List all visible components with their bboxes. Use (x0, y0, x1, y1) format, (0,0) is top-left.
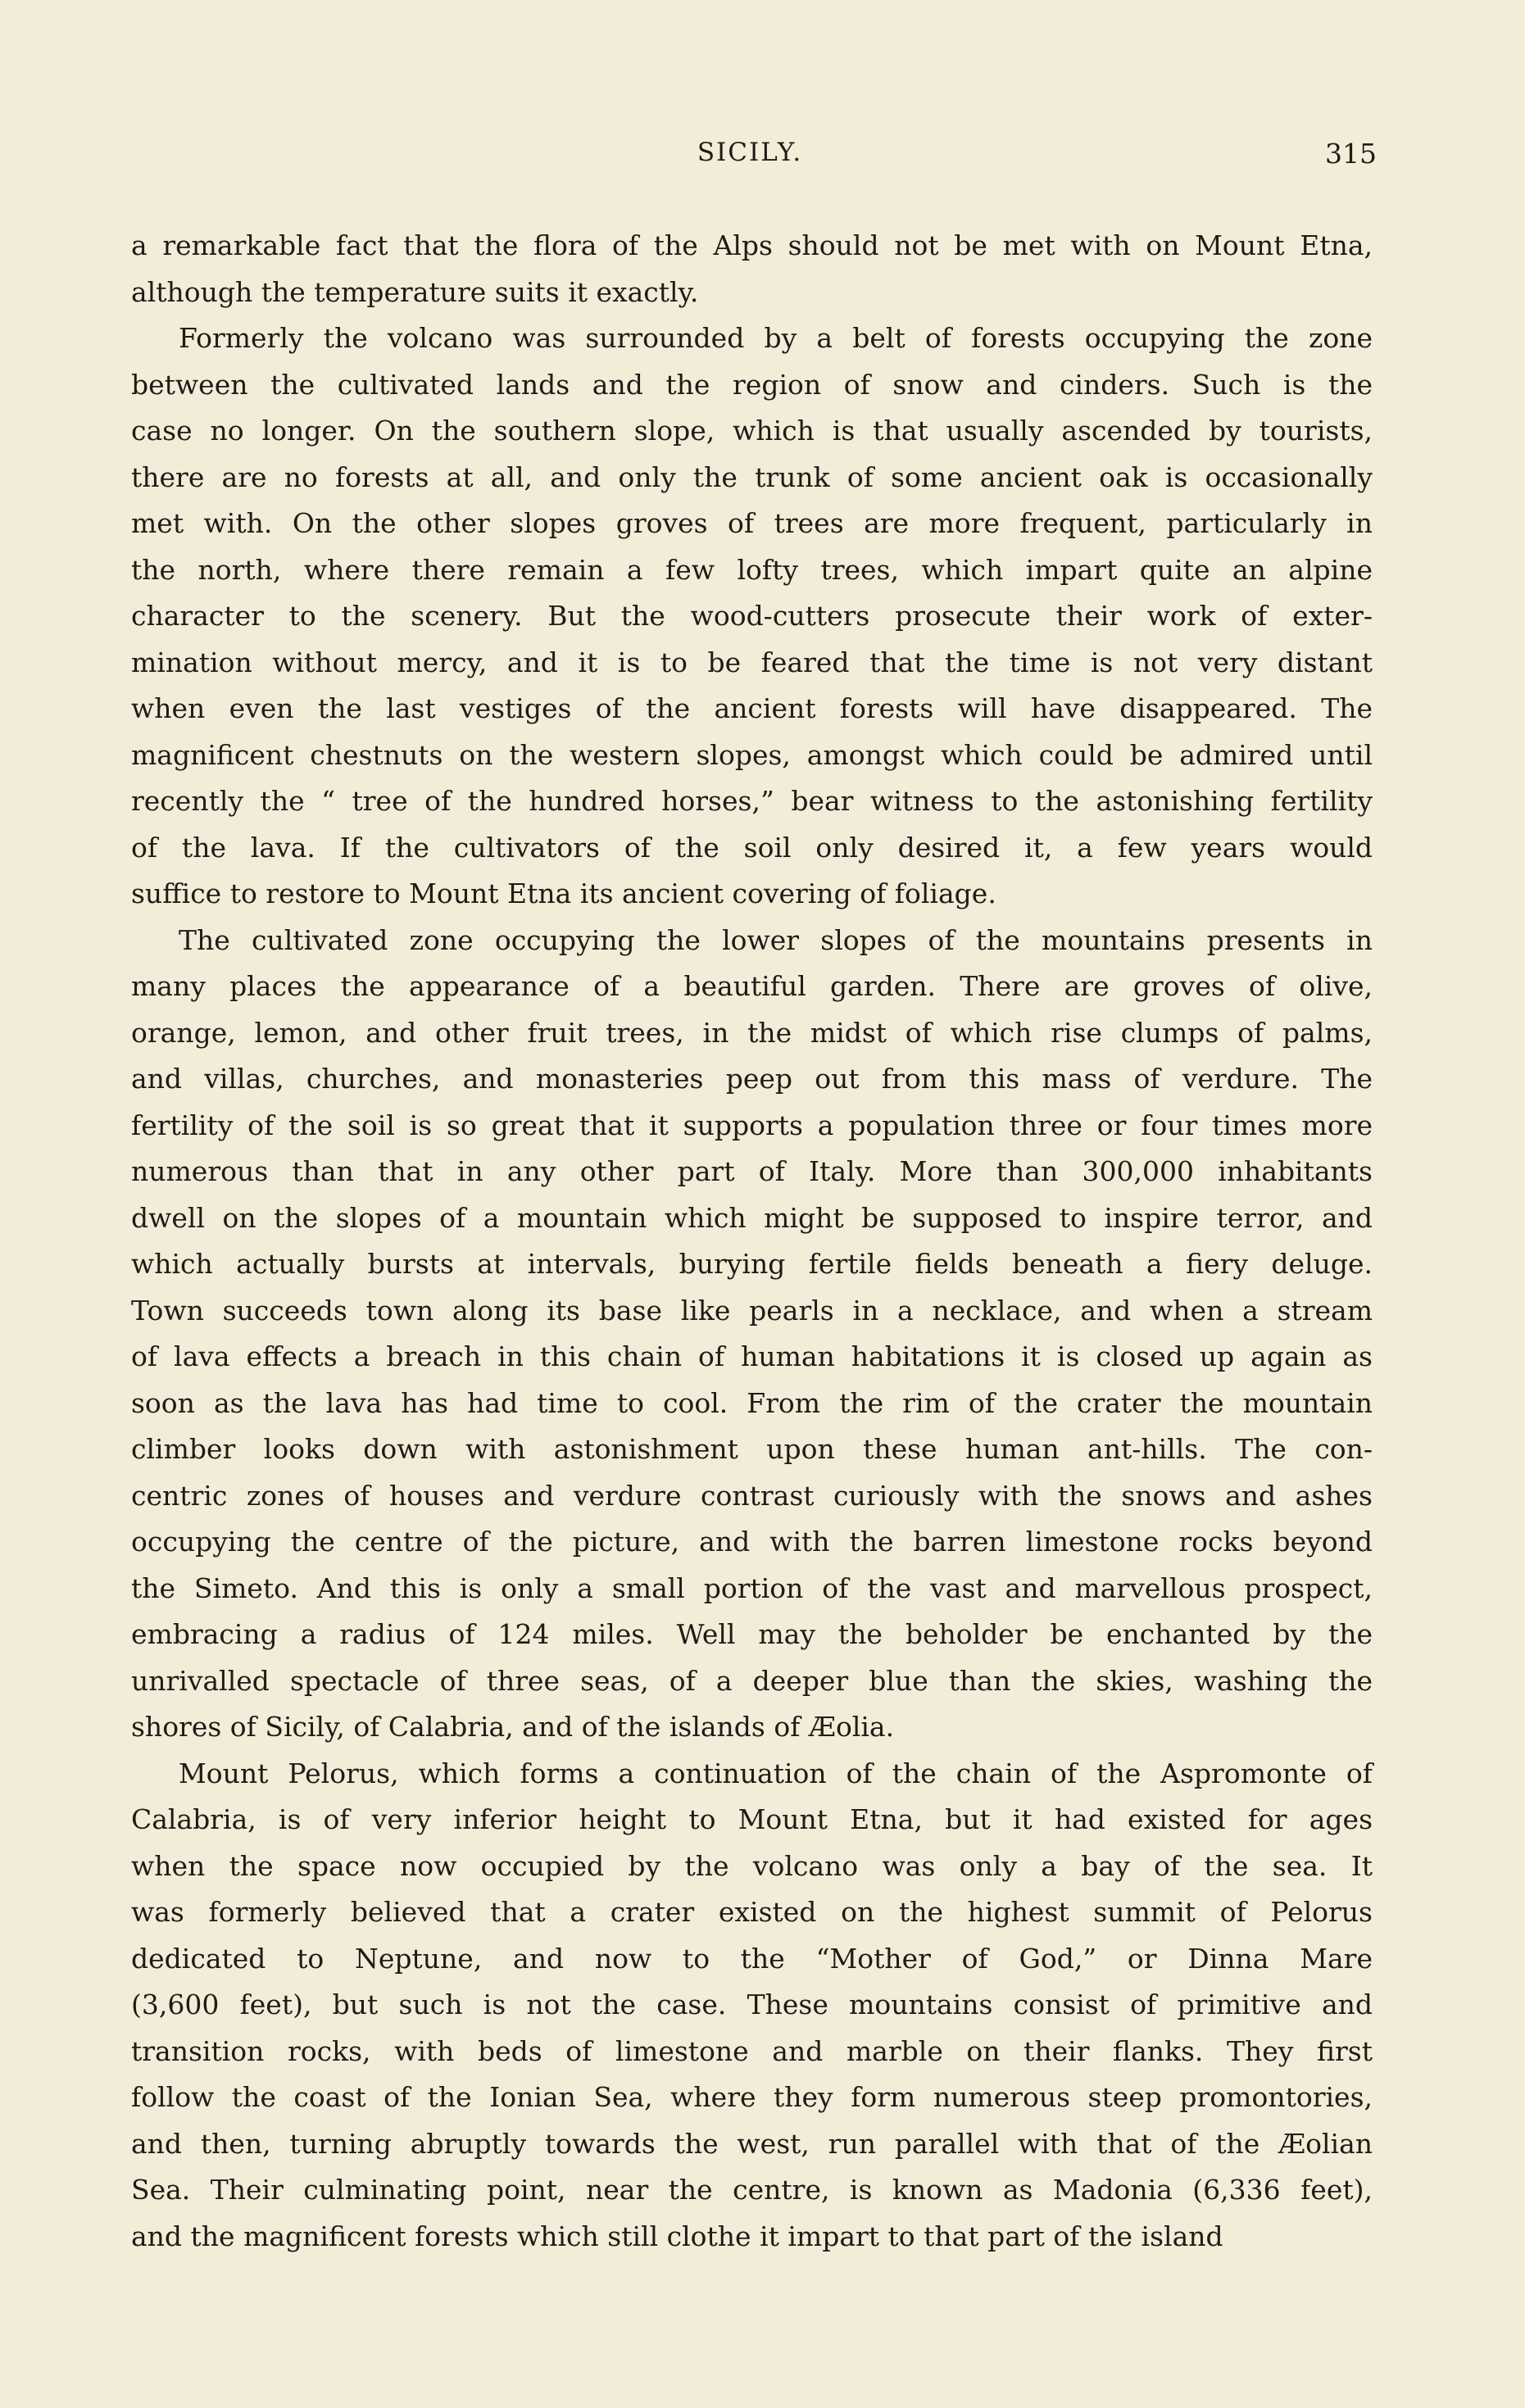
text-line: of the lava. If the cultivators of the soil only desired it, a few years would (131, 831, 1373, 864)
text-line: transition rocks, with beds of limestone and marble on their flanks. They first (131, 2034, 1373, 2067)
text-line: of lava effects a breach in this chain of human habitations it is closed up again as (131, 1340, 1373, 1372)
text-line: and the magnificent forests which still clothe it impart to that part of the island (131, 2220, 1223, 2252)
text-line: (3,600 feet), but such is not the case. These mountains consist of primitive and (131, 1989, 1373, 2020)
text-line: which actually bursts at intervals, burying fertile fields beneath a fiery deluge. (131, 1248, 1373, 1280)
text-line: soon as the lava has had time to cool. From the rim of the crater the mountain (131, 1386, 1373, 1419)
paragraph (131, 315, 1373, 918)
text-line: Sea. Their culminating point, near the centre, is known as Madonia (6,336 feet), (131, 2174, 1373, 2206)
text-line: the north, where there remain a few lofty trees, which impart quite an alpine (131, 553, 1373, 586)
text-line: suffice to restore to Mount Etna its ancient covering of foliage. (131, 877, 996, 909)
text-line: Town succeeds town along its base like pearls in a necklace, and when a stream (131, 1294, 1373, 1326)
text-line: shores of Sicily, of Calabria, and of the islands of Æolia. (131, 1711, 895, 1743)
text-line: Calabria, is of very inferior height to Mount Etna, but it had existed for ages (131, 1803, 1373, 1835)
paragraph (131, 1751, 1373, 2261)
text-line: recently the “ tree of the hundred horses,” bear witness to the astonishing fertility (131, 785, 1373, 817)
text-line: met with. On the other slopes groves of trees are more frequent, particularly in (131, 507, 1373, 539)
paragraph (131, 223, 1373, 315)
text-line: follow the coast of the Ionian Sea, where they form numerous steep promontories, (131, 2081, 1373, 2113)
text-line: numerous than that in any other part of Italy. More than 300,000 inhabitants (131, 1155, 1373, 1187)
text-line: dwell on the slopes of a mountain which might be supposed to inspire terror, and (131, 1201, 1373, 1234)
text-line: Formerly the volcano was surrounded by a belt of forests occupying the zone (179, 322, 1373, 354)
text-line: when the space now occupied by the volcano was only a bay of the sea. It (131, 1849, 1373, 1882)
text-line: character to the scenery. But the wood-cutters prosecute their work of exter- (131, 600, 1373, 632)
text-line: when even the last vestiges of the ancient forests will have disappeared. The (131, 692, 1373, 724)
text-line: fertility of the soil is so great that it supports a population three or four times more (131, 1109, 1373, 1141)
page-header (123, 138, 1377, 179)
page-number: 315 (1325, 138, 1377, 170)
text-line: although the temperature suits it exactly. (131, 275, 699, 308)
text-line: many places the appearance of a beautiful garden. There are groves of olive, (131, 970, 1373, 1002)
text-line: embracing a radius of 124 miles. Well may the beholder be enchanted by the (131, 1618, 1373, 1650)
text-line: between the cultivated lands and the region of snow and cinders. Such is the (131, 368, 1373, 401)
text-line: and villas, churches, and monasteries peep out from this mass of verdure. The (131, 1063, 1373, 1095)
text-line: mination without mercy, and it is to be feared that the time is not very distant (131, 646, 1373, 678)
text-line: dedicated to Neptune, and now to the “Mother of God,” or Dinna Mare (131, 1942, 1373, 1975)
text-line: and then, turning abruptly towards the west, run parallel with that of the Æolian (131, 2127, 1373, 2160)
text-line: The cultivated zone occupying the lower slopes of the mountains presents in (179, 923, 1373, 956)
text-line: occupying the centre of the picture, and with the barren limestone rocks beyond (131, 1526, 1373, 1558)
body-text (131, 223, 1373, 2260)
running-head: SICILY. (697, 138, 803, 167)
text-line: the Simeto. And this is only a small portion of the vast and marvellous prospect, (131, 1571, 1373, 1604)
text-line: there are no forests at all, and only the trunk of some ancient oak is occasionally (131, 460, 1373, 493)
text-line: Mount Pelorus, which forms a continuation of the chain of the Aspromonte of (179, 1757, 1373, 1789)
text-line: a remarkable fact that the flora of the Alps should not be met with on Mount Etna, (131, 229, 1373, 261)
text-line: was formerly believed that a crater existed on the highest summit of Pelorus (131, 1896, 1373, 1928)
paragraph (131, 918, 1373, 1751)
text-line: centric zones of houses and verdure contrast curiously with the snows and ashes (131, 1479, 1373, 1512)
text-line: orange, lemon, and other fruit trees, in the midst of which rise clumps of palms, (131, 1016, 1373, 1049)
text-line: climber looks down with astonishment upon these human ant-hills. The con- (131, 1433, 1373, 1465)
text-line: unrivalled spectacle of three seas, of a deeper blue than the skies, washing the (131, 1664, 1373, 1697)
text-line: case no longer. On the southern slope, which is that usually ascended by tourists, (131, 415, 1373, 447)
text-line: magnificent chestnuts on the western slopes, amongst which could be admired until (131, 738, 1373, 771)
